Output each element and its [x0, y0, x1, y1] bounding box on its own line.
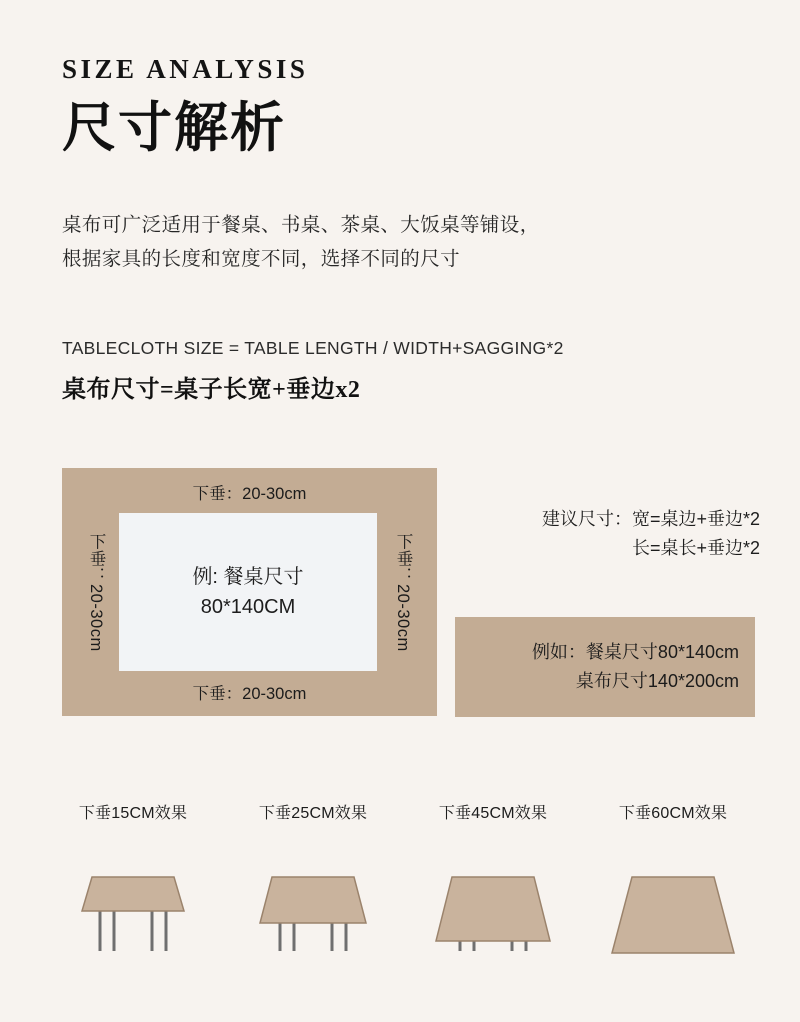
variant-illustration	[48, 845, 218, 965]
intro-paragraph	[62, 208, 742, 276]
tablecloth-diagram	[62, 468, 437, 716]
formula-chinese: 桌布尺寸=桌子长宽+垂边x2	[62, 377, 361, 403]
variant-item	[228, 800, 398, 965]
suggested-size-note	[460, 505, 760, 563]
diagram-left-label: 下垂：20-30cm	[87, 532, 105, 652]
diagram-table-label-line-2: 80*140CM	[200, 596, 296, 618]
example-line-1: 例如：餐桌尺寸80*140cm	[531, 642, 739, 663]
page-title-chinese: 尺寸解析	[62, 98, 286, 158]
variant-item	[408, 800, 578, 965]
intro-line-1: 桌布可广泛适用于餐桌、书桌、茶桌、大饭桌等铺设，	[62, 214, 540, 236]
table-drop-45-icon	[418, 855, 568, 965]
diagram-table-label	[192, 562, 303, 622]
variant-caption: 下垂25CM效果	[258, 805, 368, 822]
variant-item	[588, 800, 758, 965]
diagram-table-label-line-1: 例: 餐桌尺寸	[192, 566, 304, 588]
suggested-size-line-1: 建议尺寸：宽=桌边+垂边*2	[541, 509, 760, 529]
suggested-size-line-2: 长=桌长+垂边*2	[631, 537, 760, 558]
variant-caption: 下垂15CM效果	[78, 805, 188, 822]
table-drop-15-icon	[58, 855, 208, 965]
example-box	[455, 617, 755, 717]
page-header	[62, 56, 742, 159]
intro-line-2: 根据家具的长度和宽度不同，选择不同的尺寸	[62, 248, 461, 271]
variant-caption: 下垂45CM效果	[438, 805, 548, 822]
variant-item	[48, 800, 218, 965]
formula-block	[62, 338, 752, 404]
table-drop-25-icon	[238, 855, 388, 965]
formula-english: TABLECLOTH SIZE = TABLE LENGTH / WIDTH+SAGGING*2	[62, 338, 564, 358]
page-title-english: SIZE ANALYSIS	[62, 54, 309, 84]
variant-caption: 下垂60CM效果	[618, 805, 728, 822]
diagram-top-label: 下垂：20-30cm	[192, 485, 307, 503]
diagram-table-area	[119, 513, 377, 671]
example-line-2: 桌布尺寸140*200cm	[575, 671, 739, 691]
diagram-bottom-label: 下垂：20-30cm	[192, 685, 307, 703]
diagram-right-label: 下垂：20-30cm	[394, 532, 412, 652]
variant-illustration	[588, 845, 758, 965]
variant-illustration	[228, 845, 398, 965]
variant-illustration	[408, 845, 578, 965]
table-drop-60-icon	[598, 855, 748, 965]
drop-length-variants	[48, 800, 758, 965]
